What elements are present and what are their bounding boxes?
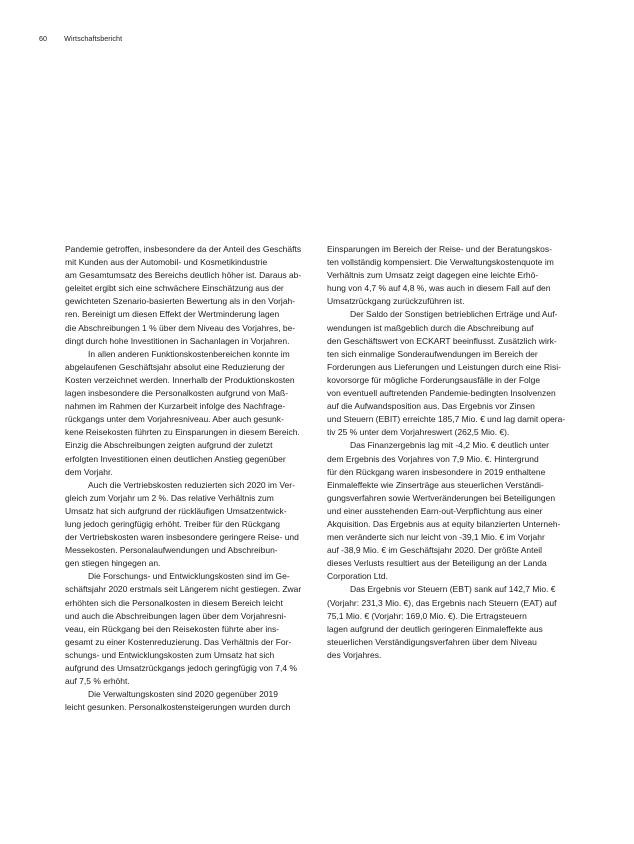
text-line: leicht gesunken. Personalkostensteigerungen wurden durch (65, 702, 291, 713)
text-line: lagen aufgrund der deutlich geringeren Einmaleffekte aus (327, 623, 543, 634)
text-line: Kosten verzeichnet werden. Innerhalb der Produktionskosten (65, 374, 295, 385)
text-column-right (327, 243, 576, 662)
text-line: die Abschreibungen 1 % über dem Niveau des Vorjahres, be- (65, 322, 296, 333)
text-line: Messekosten. Personalaufwendungen und Abschreibun- (65, 545, 278, 556)
text-line: gleich zum Vorjahr um 2 %. Das relative Verhältnis zum (65, 492, 274, 503)
text-line: kene Reisekosten führten zu Einsparungen in diesem Bereich. (65, 427, 300, 438)
text-line: Verhältnis zum Umsatz zeigt dagegen eine leichte Erhö- (327, 270, 539, 281)
text-line: Der Saldo der Sonstigen betrieblichen Erträge und Auf- (350, 309, 558, 320)
text-column-left (65, 243, 317, 714)
text-line: Pandemie getroffen, insbesondere da der Anteil des Geschäfts (65, 244, 302, 254)
text-line: veau, ein Rückgang bei den Reisekosten führte aber ins- (65, 623, 280, 634)
text-line: schungs- und Entwicklungskosten zum Umsatz hat sich (65, 649, 275, 660)
text-line: von eventuell auftretenden Pandemie-bedingten Insolvenzen (327, 388, 556, 399)
text-line: auf 7,5 % erhöht. (65, 676, 130, 687)
text-line: 75,1 Mio. € (Vorjahr: 169,0 Mio. €). Die Ertragsteuern (327, 610, 527, 621)
page-number: 60 (39, 34, 48, 43)
text-line: gesamt zu einer Kostenreduzierung. Das Verhältnis der For- (65, 636, 292, 647)
text-line: wendungen ist maßgeblich durch die Abschreibung auf (327, 322, 534, 333)
text-line: und einer ausstehenden Earn-out-Verpflichtung aus einer (327, 505, 543, 516)
text-line: dingt durch hohe Investitionen in Sachanlagen in Vorjahren. (65, 335, 290, 346)
text-line: Einzig die Abschreibungen zeigten aufgrund der zuletzt (65, 440, 273, 451)
text-line: für den Rückgang waren insbesondere in 2019 enthaltene (327, 466, 546, 477)
text-line: kovorsorge für mögliche Forderungsausfälle in der Folge (327, 374, 541, 385)
text-line: Umsatz hat sich aufgrund der rückläufigen Umsatzentwick- (65, 505, 287, 516)
text-line: Auch die Vertriebskosten reduzierten sich 2020 im Ver- (88, 479, 295, 490)
text-line: gen stiegen hingegen an. (65, 558, 161, 569)
text-line: und Steuern (EBIT) erreichte 185,7 Mio. € und lag damit opera- (327, 414, 566, 425)
text-line: Die Verwaltungskosten sind 2020 gegenüber 2019 (88, 689, 278, 700)
text-line: und auch die Abschreibungen lagen über dem Vorjahresni- (65, 610, 287, 621)
text-line: lung jedoch geringfügig erhöht. Treiber für den Rückgang (65, 518, 281, 529)
text-line: Corporation Ltd. (327, 571, 388, 582)
text-line: geleitet ergibt sich eine schwächere Einschätzung aus der (65, 283, 284, 294)
text-line: Forderungen aus Lieferungen und Leistungen durch eine Risi- (327, 361, 561, 372)
text-line: (Vorjahr: 231,3 Mio. €), das Ergebnis nach Steuern (EAT) auf (327, 597, 557, 608)
text-line: aufgrund des Umsatzrückgangs jedoch geringfügig von 7,4 % (65, 663, 298, 673)
text-line: Die Forschungs- und Entwicklungskosten sind im Ge- (88, 571, 290, 582)
text-line: rückgangs unter dem Vorjahresniveau. Aber auch gesunk- (65, 414, 284, 425)
text-line: steuerlichen Verständigungsverfahren über dem Niveau (327, 636, 537, 647)
text-line: lagen insbesondere die Personalkosten aufgrund von Maß- (65, 388, 289, 399)
text-line: In allen anderen Funktionskostenbereichen konnte im (88, 348, 290, 359)
text-line: nahmen im Rahmen der Kurzarbeit infolge des Nachfrage- (65, 401, 286, 412)
text-line: Umsatzrückgang zurückzuführen ist. (327, 296, 465, 307)
page-header (39, 34, 122, 43)
text-line: dem Vorjahr. (65, 466, 113, 477)
text-line: Einsparungen im Bereich der Reise- und der Beratungskos- (327, 244, 552, 254)
text-line: erfolgten Investitionen einen deutlichen Anstieg gegenüber (65, 453, 286, 464)
text-line: gewichteten Szenario-basierten Bewertung als in den Vorjah- (65, 296, 296, 307)
text-line: ren. Bereinigt um diesen Effekt der Wertminderung lagen (65, 309, 280, 320)
text-line: men veränderte sich nur leicht von -39,1 Mio. € im Vorjahr (327, 532, 545, 543)
text-line: auf die Aufwandsposition aus. Das Ergebnis vor Zinsen (327, 401, 535, 412)
text-line: den Geschäftswert von ECKART beeinflusst. Zusätzlich wirk- (327, 335, 557, 346)
text-line: gungsverfahren sowie Wertveränderungen bei Beteiligungen (327, 492, 556, 503)
text-line: der Vertriebskosten waren insbesondere geringere Reise- und (65, 532, 299, 543)
text-line: Akquisition. Das Ergebnis aus at equity bilanzierten Unterneh- (327, 518, 561, 529)
text-line: ten vollständig kompensiert. Die Verwaltungskostenquote im (327, 257, 554, 268)
text-line: hung von 4,7 % auf 4,8 %, was auch in diesem Fall auf den (327, 283, 551, 294)
text-line: Das Finanzergebnis lag mit -4,2 Mio. € deutlich unter (350, 440, 549, 451)
text-line: mit Kunden aus der Automobil- und Kosmetikindustrie (65, 257, 268, 268)
text-line: des Vorjahres. (327, 649, 382, 660)
text-line: ten sich einmalige Sonderaufwendungen im Bereich der (327, 348, 538, 359)
text-line: am Gesamtumsatz des Bereichs deutlich höher ist. Daraus ab- (65, 270, 302, 281)
section-title: Wirtschaftsbericht (64, 34, 123, 43)
text-line: Das Ergebnis vor Steuern (EBT) sank auf 142,7 Mio. € (350, 584, 556, 595)
text-line: dieses Verlusts resultiert aus der Beteiligung an der Landa (327, 558, 547, 569)
text-line: schäftsjahr 2020 erstmals seit Längerem nicht gestiegen. Zwar (65, 584, 302, 595)
text-line: dem Ergebnis des Vorjahres von 7,9 Mio. €. Hintergrund (327, 453, 539, 464)
text-line: erhöhten sich die Personalkosten in diesem Bereich leicht (65, 597, 283, 608)
text-line: tiv 25 % unter dem Vorjahreswert (262,5 Mio. €). (327, 427, 510, 438)
text-line: Einmaleffekte wie Zinserträge aus steuerlichen Verständi- (327, 479, 544, 490)
text-line: auf -38,9 Mio. € im Geschäftsjahr 2020. Der größte Anteil (327, 545, 542, 556)
text-line: abgelaufenen Geschäftsjahr absolut eine Reduzierung der (65, 361, 285, 372)
